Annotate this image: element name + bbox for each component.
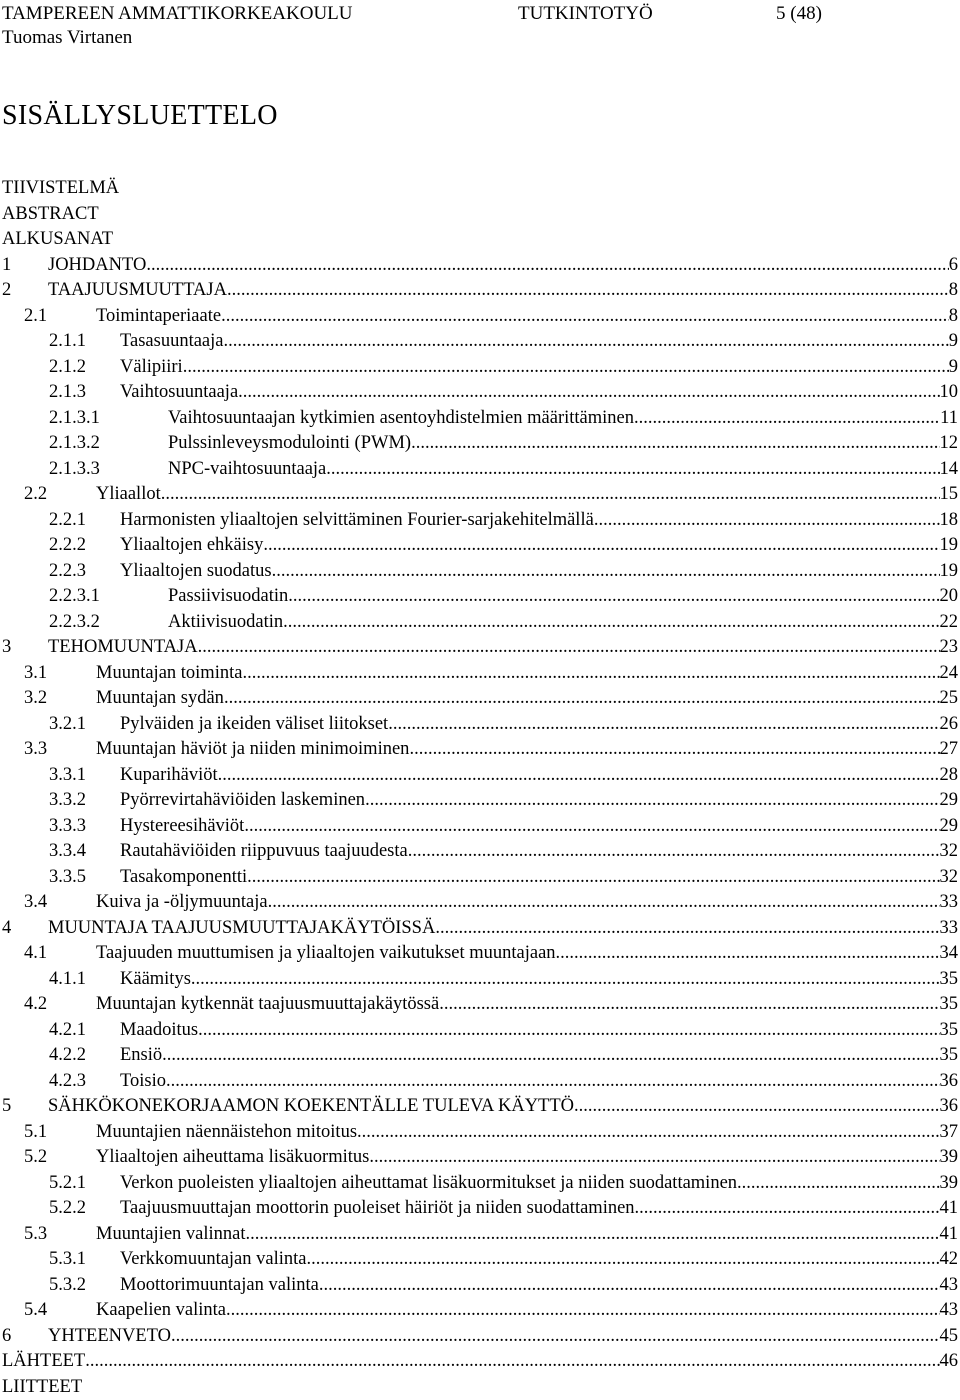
toc-entry-title: Toimintaperiaate (96, 304, 221, 330)
toc-entry-page: 11 (940, 406, 958, 432)
toc-entry-page: 14 (940, 457, 959, 483)
toc-entry-page: 12 (940, 431, 959, 457)
toc-entry-page: 35 (940, 992, 959, 1018)
toc-entry-title: Muuntajan sydän (96, 686, 224, 712)
toc-dot-leader (283, 610, 939, 636)
toc-entry-number: 2.1.3.3 (49, 457, 100, 483)
toc-dot-leader (191, 967, 940, 993)
toc-dot-leader (357, 1120, 939, 1146)
toc-dot-leader (288, 584, 939, 610)
toc-entry-title: Verkkomuuntajan valinta (120, 1247, 307, 1273)
toc-entry[interactable] (0, 967, 960, 993)
toc-dot-leader (224, 686, 940, 712)
toc-entry-title: Moottorimuuntajan valinta (120, 1273, 319, 1299)
toc-entry-number: 2.2.3 (49, 559, 86, 585)
toc-dot-leader (272, 559, 940, 585)
toc-entry-number: 5.3 (24, 1222, 47, 1248)
toc-entry-title: Toisio (120, 1069, 166, 1095)
toc-entry[interactable] (0, 1247, 960, 1273)
toc-entry-number: 4.2.1 (49, 1018, 86, 1044)
toc-entry-number: 2.2.1 (49, 508, 86, 534)
toc-entry-title: Muuntajan kytkennät taajuusmuuttajakäytössä (96, 992, 439, 1018)
toc-entry[interactable] (0, 1375, 960, 1400)
toc-dot-leader (388, 712, 939, 738)
toc-entry-title: TAAJUUSMUUTTAJA (48, 278, 227, 304)
toc-entry[interactable] (0, 482, 960, 508)
toc-dot-leader (242, 661, 939, 687)
toc-entry-title: Muuntajien näennäistehon mitoitus (96, 1120, 357, 1146)
toc-entry-title: Harmonisten yliaaltojen selvittäminen Fourier-sarjakehitelmällä (120, 508, 594, 534)
toc-entry-page: 27 (940, 737, 959, 763)
toc-entry-page: 24 (940, 661, 959, 687)
toc-entry-page: 36 (940, 1069, 959, 1095)
toc-entry[interactable] (0, 814, 960, 840)
toc-dot-leader (435, 916, 939, 942)
toc-entry-number: 3.3.4 (49, 839, 86, 865)
toc-dot-leader (198, 1018, 939, 1044)
toc-entry-page: 22 (940, 610, 959, 636)
toc-dot-leader (247, 865, 939, 891)
toc-entry-title: Käämitys (120, 967, 191, 993)
toc-entry-number: 3.3.3 (49, 814, 86, 840)
toc-entry-number: 3.2 (24, 686, 47, 712)
table-of-contents (0, 176, 960, 1400)
toc-entry-page: 29 (940, 788, 959, 814)
toc-entry-title: Rautahäviöiden riippuvuus taajuudesta (120, 839, 408, 865)
toc-entry-number: 3.3.5 (49, 865, 86, 891)
toc-entry-title: Tasasuuntaaja (120, 329, 224, 355)
toc-entry-page: 37 (940, 1120, 959, 1146)
toc-entry[interactable] (0, 737, 960, 763)
toc-dot-leader (227, 278, 949, 304)
toc-entry-page: 19 (940, 559, 959, 585)
toc-entry-title: Yliaaltojen suodatus (120, 559, 272, 585)
toc-entry[interactable] (0, 176, 960, 202)
toc-dot-leader (166, 1069, 940, 1095)
toc-dot-leader (556, 941, 940, 967)
toc-entry[interactable] (0, 1171, 960, 1197)
toc-entry-page: 43 (940, 1273, 959, 1299)
toc-entry-number: 5.3.1 (49, 1247, 86, 1273)
toc-entry-page: 42 (940, 1247, 959, 1273)
toc-entry[interactable] (0, 559, 960, 585)
toc-entry[interactable] (0, 457, 960, 483)
toc-entry[interactable] (0, 686, 960, 712)
toc-entry-number: 3 (2, 635, 11, 661)
toc-dot-leader (369, 1145, 939, 1171)
toc-entry-title: NPC-vaihtosuuntaaja (168, 457, 326, 483)
toc-dot-leader (162, 1043, 939, 1069)
toc-entry-title: Pyörrevirtahäviöiden laskeminen (120, 788, 365, 814)
toc-dot-leader (634, 406, 940, 432)
toc-entry-title: Kaapelien valinta (96, 1298, 226, 1324)
toc-entry-page: 25 (940, 686, 959, 712)
toc-entry[interactable] (0, 839, 960, 865)
toc-dot-leader (85, 1349, 939, 1375)
toc-entry-page: 26 (940, 712, 959, 738)
toc-entry-number: 3.4 (24, 890, 47, 916)
toc-dot-leader (365, 788, 939, 814)
toc-entry[interactable] (0, 1349, 960, 1375)
toc-entry[interactable] (0, 406, 960, 432)
toc-entry-number: 1 (2, 253, 11, 279)
toc-entry[interactable] (0, 380, 960, 406)
header-document-type: TUTKINTOTYÖ (518, 3, 653, 25)
toc-entry-title: Kuiva ja -öljymuuntaja (96, 890, 268, 916)
toc-entry-page: 9 (949, 329, 958, 355)
toc-dot-leader (183, 355, 949, 381)
toc-entry-title: Muuntajan toiminta (96, 661, 242, 687)
toc-dot-leader (319, 1273, 940, 1299)
toc-dot-leader (326, 457, 939, 483)
toc-dot-leader (226, 1298, 940, 1324)
page-header (0, 0, 960, 52)
toc-entry-page: 32 (940, 865, 959, 891)
toc-entry-title: ALKUSANAT (2, 227, 113, 253)
toc-entry-title: Muuntajan häviöt ja niiden minimoiminen (96, 737, 409, 763)
page-title: SISÄLLYSLUETTELO (2, 100, 278, 132)
toc-entry[interactable] (0, 584, 960, 610)
toc-entry[interactable] (0, 1018, 960, 1044)
toc-entry-title: TEHOMUUNTAJA (48, 635, 198, 661)
toc-entry-number: 2.1.3 (49, 380, 86, 406)
toc-entry[interactable] (0, 1094, 960, 1120)
toc-entry-number: 4.1 (24, 941, 47, 967)
toc-dot-leader (171, 1324, 940, 1350)
toc-entry-number: 2.2.3.1 (49, 584, 100, 610)
toc-entry[interactable] (0, 1069, 960, 1095)
toc-entry-title: Taajuusmuuttajan moottorin puoleiset häiriöt ja niiden suodattaminen (120, 1196, 635, 1222)
toc-entry-number: 2.1.1 (49, 329, 86, 355)
toc-entry[interactable] (0, 1324, 960, 1350)
toc-entry-title: Maadoitus (120, 1018, 198, 1044)
toc-dot-leader (238, 380, 939, 406)
toc-entry-number: 4.2.2 (49, 1043, 86, 1069)
toc-entry[interactable] (0, 508, 960, 534)
toc-dot-leader (411, 431, 939, 457)
toc-entry-page: 6 (949, 253, 958, 279)
toc-entry-page: 15 (940, 482, 959, 508)
toc-entry-number: 3.1 (24, 661, 47, 687)
toc-entry-number: 4 (2, 916, 11, 942)
toc-entry[interactable] (0, 610, 960, 636)
toc-entry-page: 35 (940, 1043, 959, 1069)
toc-dot-leader (409, 737, 939, 763)
toc-dot-leader (198, 635, 940, 661)
toc-entry-number: 2.1.3.2 (49, 431, 100, 457)
toc-entry-title: Ensiö (120, 1043, 162, 1069)
toc-entry-number: 5 (2, 1094, 11, 1120)
toc-dot-leader (161, 482, 940, 508)
toc-entry-page: 34 (940, 941, 959, 967)
toc-entry-title: Pulssinleveysmodulointi (PWM) (168, 431, 411, 457)
toc-dot-leader (737, 1171, 939, 1197)
toc-entry-number: 5.1 (24, 1120, 47, 1146)
toc-entry-page: 35 (940, 967, 959, 993)
toc-entry-number: 2.2.2 (49, 533, 86, 559)
toc-dot-leader (268, 890, 940, 916)
toc-entry-page: 33 (940, 890, 959, 916)
toc-entry[interactable] (0, 890, 960, 916)
toc-entry-number: 5.2.1 (49, 1171, 86, 1197)
toc-entry[interactable] (0, 1145, 960, 1171)
toc-entry[interactable] (0, 355, 960, 381)
toc-entry[interactable] (0, 278, 960, 304)
toc-entry-number: 4.2 (24, 992, 47, 1018)
toc-entry-number: 2.1 (24, 304, 47, 330)
header-institution: TAMPEREEN AMMATTIKORKEAKOULU (2, 3, 353, 25)
toc-entry-title: Verkon puoleisten yliaaltojen aiheuttamat lisäkuormitukset ja niiden suodattaminen (120, 1171, 737, 1197)
toc-entry-number: 5.2 (24, 1145, 47, 1171)
toc-entry-number: 2 (2, 278, 11, 304)
toc-entry-page: 45 (940, 1324, 959, 1350)
toc-entry-page: 8 (949, 304, 958, 330)
toc-entry-number: 2.2.3.2 (49, 610, 100, 636)
toc-entry-number: 3.3.2 (49, 788, 86, 814)
toc-entry[interactable] (0, 788, 960, 814)
toc-dot-leader (218, 763, 940, 789)
toc-entry[interactable] (0, 1222, 960, 1248)
toc-entry-page: 39 (940, 1145, 959, 1171)
toc-entry-title: MUUNTAJA TAAJUUSMUUTTAJAKÄYTÖISSÄ (48, 916, 435, 942)
toc-entry-page: 18 (940, 508, 959, 534)
toc-dot-leader (146, 253, 948, 279)
toc-entry[interactable] (0, 227, 960, 253)
toc-entry-page: 9 (949, 355, 958, 381)
toc-entry[interactable] (0, 661, 960, 687)
toc-entry-number: 3.3.1 (49, 763, 86, 789)
toc-entry-page: 32 (940, 839, 959, 865)
toc-entry-number: 6 (2, 1324, 11, 1350)
toc-entry-number: 2.1.3.1 (49, 406, 100, 432)
toc-entry-title: LIITTEET (2, 1375, 82, 1400)
toc-entry-title: Kuparihäviöt (120, 763, 218, 789)
toc-entry-page: 20 (940, 584, 959, 610)
toc-entry-title: Pylväiden ja ikeiden väliset liitokset (120, 712, 388, 738)
toc-entry-title: ABSTRACT (2, 202, 99, 228)
toc-dot-leader (221, 304, 949, 330)
toc-dot-leader (439, 992, 939, 1018)
toc-entry-title: TIIVISTELMÄ (2, 176, 119, 202)
toc-entry-page: 23 (940, 635, 959, 661)
toc-entry-page: 39 (940, 1171, 959, 1197)
toc-entry-page: 29 (940, 814, 959, 840)
toc-entry-page: 8 (949, 278, 958, 304)
toc-entry-title: SÄHKÖKONEKORJAAMON KOEKENTÄLLE TULEVA KÄYTTÖ (48, 1094, 574, 1120)
toc-entry[interactable] (0, 1298, 960, 1324)
toc-entry[interactable] (0, 533, 960, 559)
toc-entry-title: JOHDANTO (48, 253, 146, 279)
toc-entry[interactable] (0, 1043, 960, 1069)
toc-entry[interactable] (0, 253, 960, 279)
toc-entry[interactable] (0, 635, 960, 661)
toc-entry[interactable] (0, 1120, 960, 1146)
toc-entry[interactable] (0, 202, 960, 228)
toc-entry-title: Yliaaltojen aiheuttama lisäkuormitus (96, 1145, 369, 1171)
toc-entry-page: 41 (940, 1222, 959, 1248)
toc-entry-page: 43 (940, 1298, 959, 1324)
toc-entry-number: 2.2 (24, 482, 47, 508)
toc-dot-leader (594, 508, 940, 534)
toc-entry-number: 4.2.3 (49, 1069, 86, 1095)
toc-entry[interactable] (0, 1273, 960, 1299)
toc-entry[interactable] (0, 329, 960, 355)
toc-entry-number: 5.3.2 (49, 1273, 86, 1299)
toc-entry-page: 19 (940, 533, 959, 559)
toc-entry[interactable] (0, 941, 960, 967)
toc-entry-number: 3.2.1 (49, 712, 86, 738)
toc-entry-page: 35 (940, 1018, 959, 1044)
toc-dot-leader (246, 1222, 940, 1248)
toc-dot-leader (635, 1196, 940, 1222)
toc-entry-number: 2.1.2 (49, 355, 86, 381)
toc-entry[interactable] (0, 712, 960, 738)
toc-entry-title: Hystereesihäviöt (120, 814, 244, 840)
toc-entry-title: Vaihtosuuntaajan kytkimien asentoyhdistelmien määrittäminen (168, 406, 634, 432)
toc-entry-page: 33 (940, 916, 959, 942)
header-author: Tuomas Virtanen (2, 27, 132, 49)
toc-entry-page: 36 (940, 1094, 959, 1120)
toc-entry-page: 28 (940, 763, 959, 789)
toc-entry-title: Yliaaltojen ehkäisy (120, 533, 263, 559)
toc-entry-page: 41 (940, 1196, 959, 1222)
toc-entry-title: YHTEENVETO (48, 1324, 171, 1350)
toc-dot-leader (574, 1094, 939, 1120)
toc-entry-title: LÄHTEET (2, 1349, 85, 1375)
toc-entry-number: 4.1.1 (49, 967, 86, 993)
toc-entry[interactable] (0, 992, 960, 1018)
toc-entry[interactable] (0, 916, 960, 942)
toc-dot-leader (224, 329, 949, 355)
toc-entry-title: Passiivisuodatin (168, 584, 288, 610)
toc-entry-page: 46 (940, 1349, 959, 1375)
toc-entry-number: 5.4 (24, 1298, 47, 1324)
toc-entry[interactable] (0, 431, 960, 457)
toc-entry[interactable] (0, 763, 960, 789)
toc-entry-title: Muuntajien valinnat (96, 1222, 246, 1248)
toc-dot-leader (263, 533, 939, 559)
toc-entry[interactable] (0, 865, 960, 891)
toc-entry-number: 5.2.2 (49, 1196, 86, 1222)
toc-entry-title: Aktiivisuodatin (168, 610, 283, 636)
toc-entry[interactable] (0, 304, 960, 330)
header-page-number: 5 (48) (776, 3, 822, 25)
toc-dot-leader (408, 839, 940, 865)
toc-entry-title: Vaihtosuuntaaja (120, 380, 238, 406)
toc-entry-number: 3.3 (24, 737, 47, 763)
toc-entry-title: Tasakomponentti (120, 865, 247, 891)
toc-dot-leader (244, 814, 939, 840)
toc-entry-title: Välipiiri (120, 355, 183, 381)
toc-entry[interactable] (0, 1196, 960, 1222)
toc-entry-title: Taajuuden muuttumisen ja yliaaltojen vaikutukset muuntajaan (96, 941, 556, 967)
toc-entry-title: Yliaallot (96, 482, 161, 508)
toc-entry-page: 10 (940, 380, 959, 406)
toc-dot-leader (307, 1247, 940, 1273)
